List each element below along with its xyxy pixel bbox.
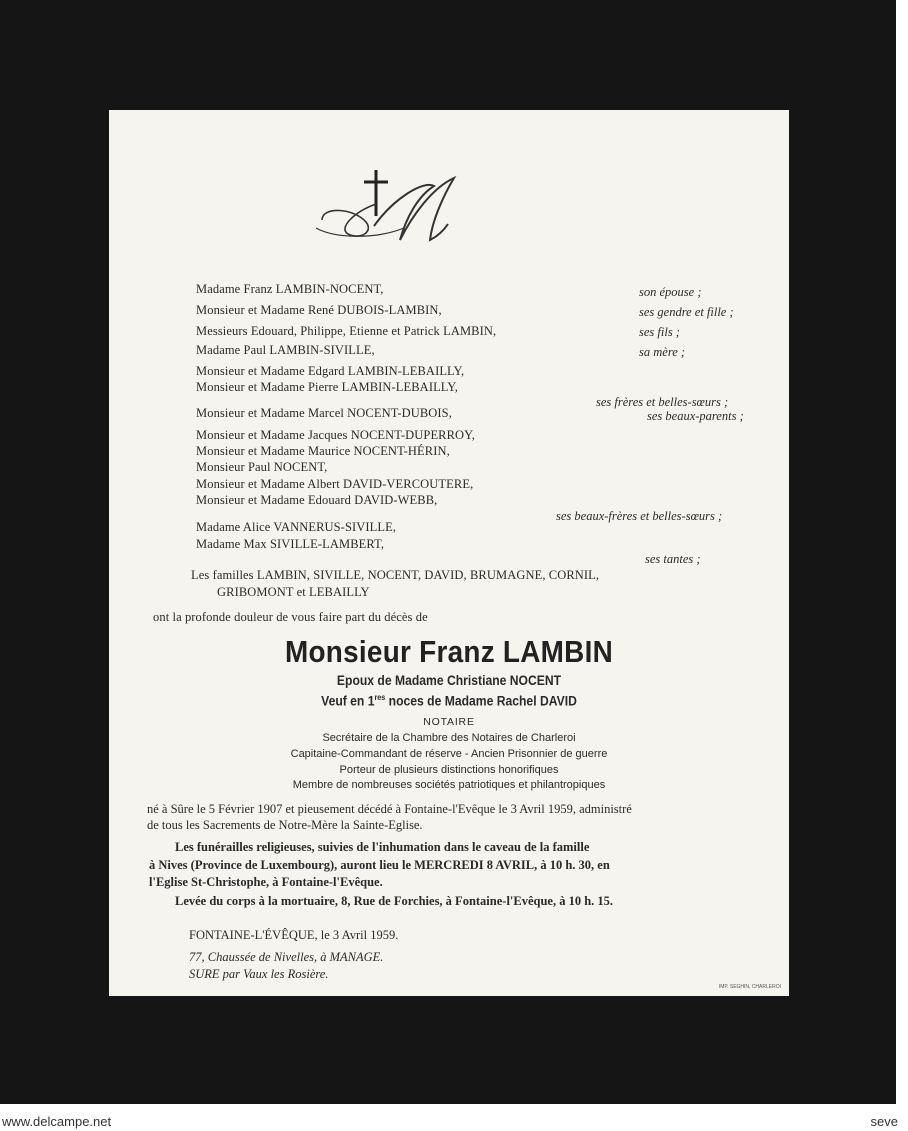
family-member: Monsieur et Madame René DUBOIS-LAMBIN, xyxy=(196,303,442,317)
relation-label: ses tantes ; xyxy=(645,552,701,566)
funeral-notice-card xyxy=(109,110,789,996)
family-member: Monsieur et Madame Jacques NOCENT-DUPERROY, xyxy=(196,428,475,442)
relation-label: ses frères et belles-sœurs ; xyxy=(596,395,729,409)
relation-label: ses beaux-frères et belles-sœurs ; xyxy=(556,509,723,523)
address-line: SURE par Vaux les Rosière. xyxy=(189,967,329,981)
family-member: Madame Max SIVILLE-LAMBERT, xyxy=(196,537,385,551)
family-member: Monsieur Paul NOCENT, xyxy=(196,460,328,474)
spouse-line: Epoux de Madame Christiane NOCENT xyxy=(336,673,562,688)
announcement-text: ont la profonde douleur de vous faire part du décès de xyxy=(153,610,428,624)
watermark-seller: seve xyxy=(870,1114,898,1129)
family-member: Madame Alice VANNERUS-SIVILLE, xyxy=(196,520,397,534)
address-line: 77, Chaussée de Nivelles, à MANAGE. xyxy=(189,950,384,964)
birth-death-text: de tous les Sacrements de Notre-Mère la Sainte-Eglise. xyxy=(147,818,423,832)
watermark-site: www.delcampe.net xyxy=(2,1114,112,1129)
levee-text: Levée du corps à la mortuaire, 8, Rue de Forchies, à Fontaine-l'Evêque, à 10 h. 15. xyxy=(175,894,614,908)
family-member: Madame Franz LAMBIN-NOCENT, xyxy=(196,282,384,296)
family-member: Monsieur et Madame Marcel NOCENT-DUBOIS, xyxy=(196,406,452,420)
family-member: Monsieur et Madame Edgard LAMBIN-LEBAILLY, xyxy=(196,364,465,378)
family-member: Madame Paul LAMBIN-SIVILLE, xyxy=(196,343,375,357)
family-member: Monsieur et Madame Pierre LAMBIN-LEBAILLY, xyxy=(196,380,459,394)
relation-label: sa mère ; xyxy=(639,345,686,359)
honorific-title: Porteur de plusieurs distinctions honorifiques xyxy=(339,764,559,776)
place-date: FONTAINE-L'ÉVÊQUE, le 3 Avril 1959. xyxy=(189,928,399,942)
relation-label: ses gendre et fille ; xyxy=(639,305,734,319)
profession: NOTAIRE xyxy=(423,716,475,728)
family-member: Messieurs Edouard, Philippe, Etienne et Patrick LAMBIN, xyxy=(196,324,497,338)
relation-label: son épouse ; xyxy=(639,285,702,299)
family-member: Monsieur et Madame Albert DAVID-VERCOUTERE, xyxy=(196,477,474,491)
birth-death-text: né à Sûre le 5 Février 1907 et pieusement décédé à Fontaine-l'Evêque le 3 Avril 1959, administré xyxy=(147,802,632,816)
funeral-text: à Nives (Province de Luxembourg), auront lieu le MERCREDI 8 AVRIL, à 10 h. 30, en xyxy=(149,858,610,872)
families-line: Les familles LAMBIN, SIVILLE, NOCENT, DAVID, BRUMAGNE, CORNIL, xyxy=(191,568,600,582)
family-member: Monsieur et Madame Edouard DAVID-WEBB, xyxy=(196,493,438,507)
printer-imprint: IMP. SEGHIN, CHARLEROI xyxy=(718,984,781,990)
funeral-text: Les funérailles religieuses, suivies de l'inhumation dans le caveau de la famille xyxy=(175,840,590,854)
widower-line: Veuf en 1res noces de Madame Rachel DAVID xyxy=(321,693,577,709)
honorific-title: Capitaine-Commandant de réserve - Ancien Prisonnier de guerre xyxy=(290,748,608,760)
funeral-text: l'Eglise St-Christophe, à Fontaine-l'Evêque. xyxy=(149,875,383,889)
honorific-title: Secrétaire de la Chambre des Notaires de Charleroi xyxy=(322,732,576,744)
relation-label: ses beaux-parents ; xyxy=(647,409,744,423)
honorific-title: Membre de nombreuses sociétés patriotiques et philantropiques xyxy=(292,779,606,791)
cross-monogram-icon xyxy=(314,168,474,250)
relation-label: ses fils ; xyxy=(639,325,680,339)
families-line: GRIBOMONT et LEBAILLY xyxy=(217,585,370,599)
family-member: Monsieur et Madame Maurice NOCENT-HÉRIN, xyxy=(196,444,450,458)
deceased-name: Monsieur Franz LAMBIN xyxy=(284,634,614,669)
